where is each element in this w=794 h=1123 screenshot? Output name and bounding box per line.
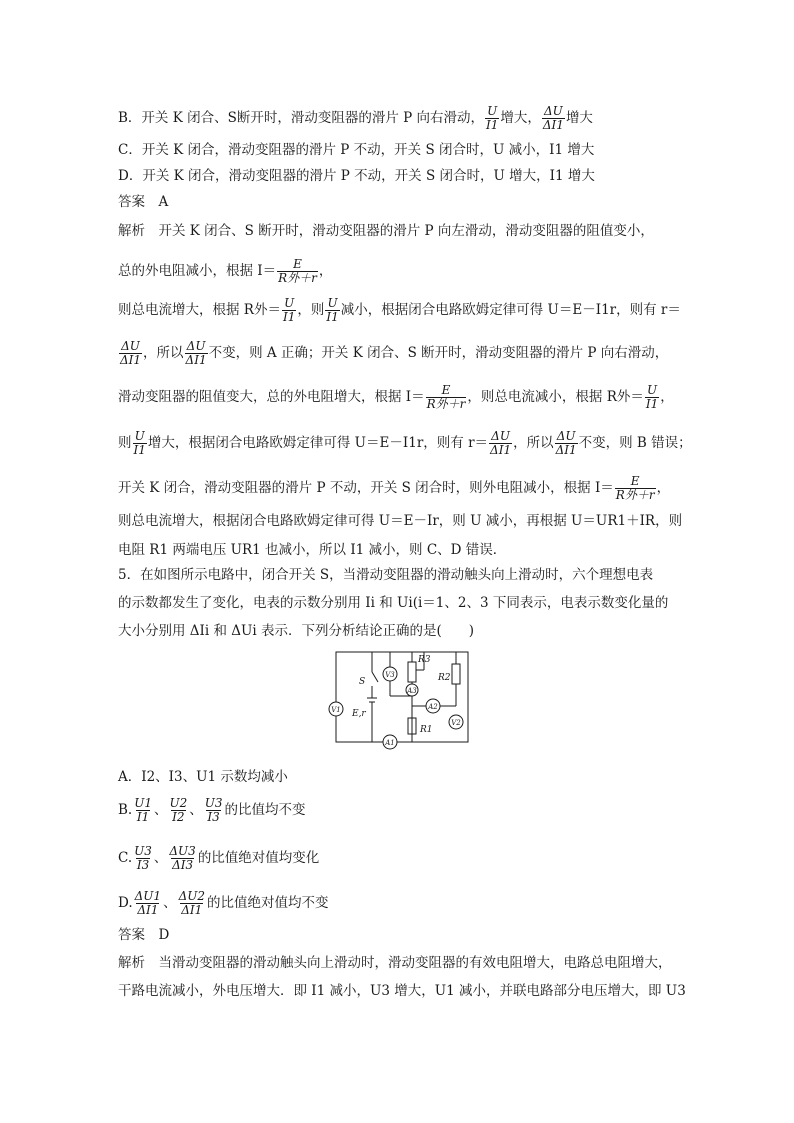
question5-line3: 大小分别用 ΔIi 和 ΔUi 表示．下列分析结论正确的是( ) (118, 623, 475, 639)
label-a3: A3 (407, 687, 417, 695)
option-a-q5: A．I2、I3、U1 示数均减小 (118, 769, 288, 785)
question5-line2: 的示数都发生了变化，电表的示数分别用 Ii 和 Ui(i＝1、2、3 下同表示，电表示数变化量的 (118, 595, 669, 611)
label-s: S (359, 677, 366, 687)
analysis-q4-line2: 总的外电阻减小，根据 I＝ E R外＋r ， (118, 257, 333, 285)
analysis-q5-line1: 解析 当滑动变阻器的滑动触头向上滑动时，滑动变阻器的有效电阻增大，电路总电阻增大， (118, 955, 672, 971)
answer-q4: 答案 A (118, 194, 169, 210)
option-c-q5: C. $\frac{U3}{I3}$ 、 $\frac{\Delta U3}{\Delta I3}$ 的比值绝对值均变化 (118, 844, 320, 872)
fraction: $\frac{U}{I1}$ (486, 104, 499, 132)
answer-q5: 答案 D (118, 927, 170, 943)
option-d-q5: D. $\frac{\Delta U1}{\Delta I1}$ 、 $\frac{\Delta U2}{\Delta I1}$ 的比值绝对值均不变 (118, 889, 329, 917)
label-a2: A2 (428, 703, 438, 711)
analysis-q4-line6: 则 $\frac{U}{I1}$ 增大，根据闭合电路欧姆定律可得 U＝E－I1r，则有 r＝ $\frac{\Delta U}{\Delta I1}$ ，所以 $\frac{\Delta U}{\Delta I1}$ 不变，则 B 错误； (118, 429, 692, 457)
analysis-q4-line9: 电阻 R1 两端电压 UR1 也减小，所以 I1 减小，则 C、D 错误． (118, 542, 507, 558)
analysis-q4-line5: 滑动变阻器的阻值变大，总的外电阻增大，根据 I＝ E R外＋r ，则总电流减小，根据 R外＝ $\frac{U}{I1}$ ， (118, 383, 674, 411)
label-v3: V3 (385, 671, 395, 679)
option-d-q4: D．开关 K 闭合，滑动变阻器的滑片 P 不动，开关 S 闭合时，U 增大，I1 增大 (118, 168, 595, 184)
label-r2: R2 (438, 673, 451, 683)
question5-line1: 5．在如图所示电路中，闭合开关 S，当滑动变阻器的滑动触头向上滑动时，六个理想电表 (118, 567, 654, 583)
option-b-q5: B. $\frac{U1}{I1}$ 、 $\frac{U2}{I2}$ 、 $\frac{U3}{I3}$ 的比值均不变 (118, 796, 306, 824)
label-e: E,r (352, 709, 366, 719)
fraction: $\frac{\Delta U}{\Delta I1}$ (542, 104, 564, 132)
analysis-q4-line4: $\frac{\Delta U}{\Delta I1}$ ，所以 $\frac{\Delta U}{\Delta I1}$ 不变，则 A 正确；开关 K 闭合、S 断开时，滑动变阻器的滑片 P 向右滑动， (120, 339, 669, 367)
option-b-q4: B．开关 K 闭合、S断开时，滑动变阻器的滑片 P 向右滑动， $\frac{U}{I1}$ 增大， $\frac{\Delta U}{\Delta I1}$ 增大 (118, 104, 593, 132)
label-r1: R1 (420, 725, 433, 735)
circuit-diagram (328, 644, 476, 752)
analysis-q5-line2: 干路电流减小，外电压增大．即 I1 减小，U3 增大，U1 减小，并联电路部分电压增大，即 U3 (118, 983, 686, 999)
analysis-q4-line8: 则总电流增大，根据闭合电路欧姆定律可得 U＝E－Ir，则 U 减小，再根据 U＝UR1＋IR，则 (118, 513, 683, 529)
analysis-q4-line3: 则总电流增大，根据 R外＝ $\frac{U}{I1}$ ，则 $\frac{U}{I1}$ 减小，根据闭合电路欧姆定律可得 U＝E－I1r，则有 r＝ (118, 296, 681, 324)
option-c-q4: C．开关 K 闭合，滑动变阻器的滑片 P 不动，开关 S 闭合时，U 减小，I1 增大 (118, 142, 595, 158)
analysis-q4-line7: 开关 K 闭合，滑动变阻器的滑片 P 不动，开关 S 闭合时，则外电阻减小，根据 I＝ E R外＋r ， (118, 474, 671, 502)
label-r3: R3 (418, 655, 431, 665)
analysis-q4-line1: 解析 开关 K 闭合、S 断开时，滑动变阻器的滑片 P 向左滑动，滑动变阻器的阻值变小， (118, 223, 654, 239)
label-v1: V1 (331, 706, 341, 714)
label-v2: V2 (451, 719, 461, 727)
label-a1: A1 (385, 739, 395, 747)
